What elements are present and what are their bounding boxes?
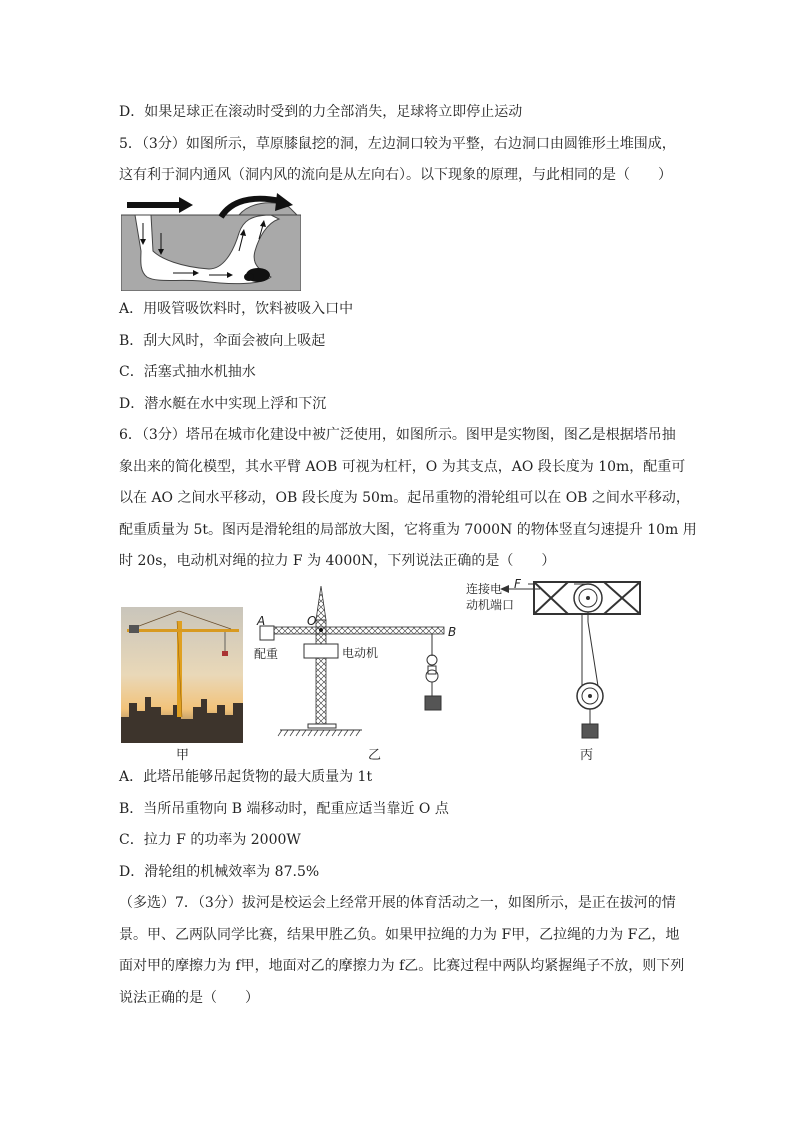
q6-stem-line-3: 以在 AO 之间水平移动，OB 段长度为 50m。起吊重物的滑轮组可以在 OB 之间水平移动， [119, 490, 690, 506]
label-connect-line-1: 连接电 [466, 582, 503, 596]
crane-photo [121, 607, 243, 747]
label-f: F [514, 577, 521, 591]
q6-stem-line-5: 时 20s，电动机对绳的拉力 F 为 4000N，下列说法正确的是（ ） [119, 553, 556, 569]
pulley-detail-diagram [528, 578, 648, 744]
q5-stem-line-1: 5．（3分）如图所示，草原膝鼠挖的洞，左边洞口较为平整，右边洞口由圆锥形土堆围成， [119, 136, 676, 152]
label-a: A [257, 614, 266, 628]
caption-bing: 丙 [580, 748, 594, 763]
q5-option-d: D．潜水艇在水中实现上浮和下沉 [119, 396, 327, 412]
q6-stem-line-1: 6．（3分）塔吊在城市化建设中被广泛使用，如图所示。图甲是实物图，图乙是根据塔吊抽 [119, 427, 676, 443]
q7-stem-line-4: 说法正确的是（ ） [119, 990, 259, 1006]
q6-option-a: A．此塔吊能够吊起货物的最大质量为 1t [119, 769, 373, 785]
q5-stem-line-2: 这有利于洞内通风（洞内风的流向是从左向右）。以下现象的原理，与此相同的是（ ） [119, 167, 672, 183]
q7-stem-line-1: （多选）7．（3分）拔河是校运会上经常开展的体育活动之一，如图所示，是正在拔河的情 [119, 895, 676, 911]
label-o: O [307, 614, 317, 628]
q5-option-b: B．刮大风时，伞面会被向上吸起 [119, 333, 326, 349]
label-motor: 电动机 [342, 646, 379, 660]
q6-stem-line-4: 配重质量为 5t。图丙是滑轮组的局部放大图，它将重为 7000N 的物体竖直匀速提升 10m 用 [119, 522, 697, 538]
q7-stem-line-2: 景。甲、乙两队同学比赛，结果甲胜乙负。如果甲拉绳的力为 F甲，乙拉绳的力为 F乙，地 [119, 927, 680, 943]
label-counterweight: 配重 [254, 647, 279, 661]
q7-stem-line-3: 面对甲的摩擦力为 f甲，地面对乙的摩擦力为 f乙。比赛过程中两队均紧握绳子不放，则下列 [119, 958, 685, 974]
q5-option-a: A．用吸管吸饮料时，饮料被吸入口中 [119, 301, 354, 317]
label-b: B [448, 625, 457, 639]
q6-option-d: D．滑轮组的机械效率为 87.5% [119, 864, 320, 880]
caption-yi: 乙 [368, 748, 382, 763]
q5-option-c: C．活塞式抽水机抽水 [119, 364, 256, 380]
label-connect-line-2: 动机端口 [466, 598, 515, 612]
q6-option-b: B．当所吊重物向 B 端移动时，配重应适当靠近 O 点 [119, 801, 449, 817]
caption-jia: 甲 [176, 748, 190, 763]
q4-option-d: D．如果足球正在滚动时受到的力全部消失，足球将立即停止运动 [119, 104, 523, 120]
burrow-figure [121, 193, 301, 295]
crane-model-diagram [252, 580, 462, 744]
q6-stem-line-2: 象出来的简化模型，其水平臂 AOB 可视为杠杆，O 为其支点，AO 段长度为 10m，配重可 [119, 459, 686, 475]
q6-option-c: C．拉力 F 的功率为 2000W [119, 832, 301, 848]
